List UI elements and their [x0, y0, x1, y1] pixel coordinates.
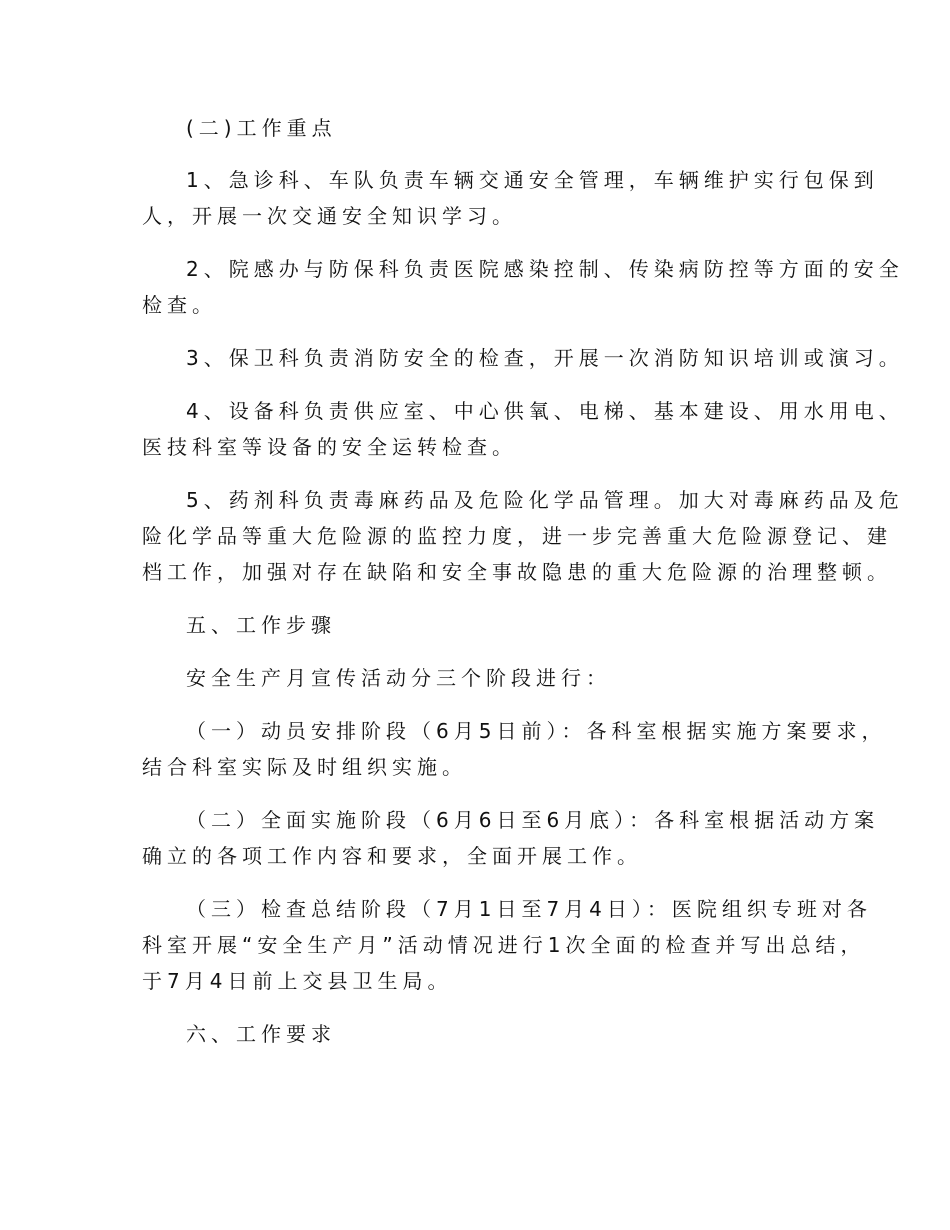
paragraph-line: 档工作，加强对存在缺陷和安全事故隐患的重大危险源的治理整顿。: [142, 560, 892, 584]
paragraph-line: 结合科室实际及时组织实施。: [142, 755, 467, 779]
paragraph-line: 人，开展一次交通安全知识学习。: [142, 204, 517, 228]
paragraph-line: 险化学品等重大危险源的监控力度，进一步完善重大危险源登记、建: [142, 524, 892, 548]
paragraph-line: （三）检查总结阶段（7月1日至7月4日）：医院组织专班对各: [186, 897, 872, 921]
paragraph-line: 1、急诊科、车队负责车辆交通安全管理，车辆维护实行包保到: [186, 168, 879, 192]
paragraph-line: 确立的各项工作内容和要求，全面开展工作。: [142, 844, 642, 868]
paragraph-line: 3、保卫科负责消防安全的检查，开展一次消防知识培训或演习。: [186, 346, 904, 370]
paragraph-line: 于7月4日前上交县卫生局。: [142, 969, 453, 993]
paragraph-line: 科室开展“安全生产月”活动情况进行1次全面的检查并写出总结，: [142, 933, 866, 957]
section-heading-work-requirements: 六、工作要求: [186, 1022, 336, 1046]
paragraph-line: 检查。: [142, 293, 217, 317]
section-heading-work-focus: (二)工作重点: [186, 116, 337, 140]
paragraph-line: （二）全面实施阶段（6月6日至6月底）：各科室根据活动方案: [186, 808, 880, 832]
paragraph-line: 2、院感办与防保科负责医院感染控制、传染病防控等方面的安全: [186, 257, 904, 281]
paragraph-line: 4、设备科负责供应室、中心供氧、电梯、基本建设、用水用电、: [186, 399, 904, 423]
paragraph-line: 安全生产月宣传活动分三个阶段进行：: [186, 666, 611, 690]
section-heading-work-steps: 五、工作步骤: [186, 613, 336, 637]
paragraph-line: 医技科室等设备的安全运转检查。: [142, 435, 517, 459]
paragraph-line: 5、药剂科负责毒麻药品及危险化学品管理。加大对毒麻药品及危: [186, 488, 904, 512]
paragraph-line: （一）动员安排阶段（6月5日前）：各科室根据实施方案要求，: [186, 719, 887, 743]
